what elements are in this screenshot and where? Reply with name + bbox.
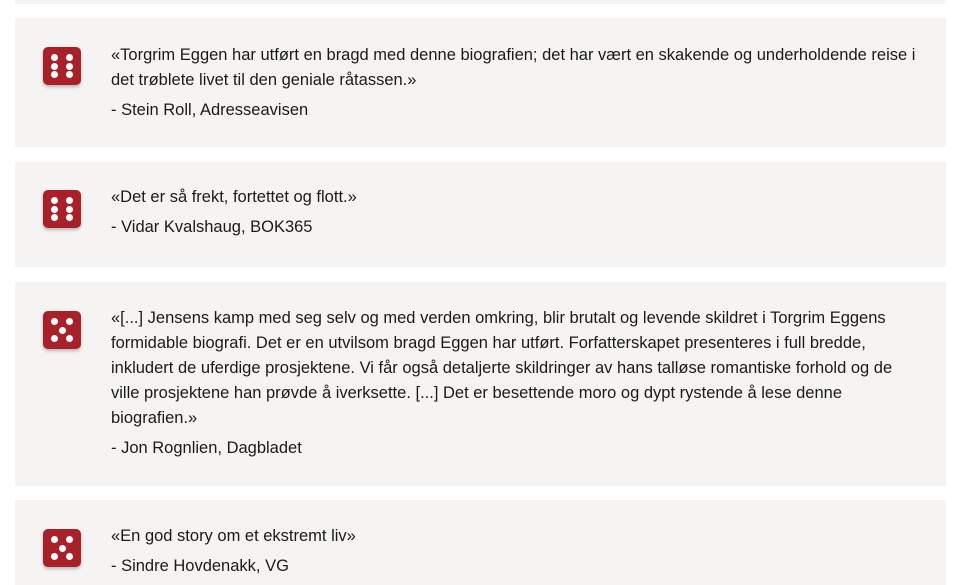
review-card <box>15 162 946 267</box>
review-source: - Stein Roll, Adresseavisen <box>111 101 309 119</box>
review-source: - Jon Rognlien, Dagbladet <box>111 439 302 457</box>
review-quote: «En god story om et ekstremt liv» <box>111 527 356 545</box>
review-card <box>15 18 946 147</box>
review-card <box>15 500 946 585</box>
review-quote: «[...] Jensens kamp med seg selv og med verden omkring, blir brutalt og levende skildret i Torgrim Eggens formidable biografi. Det er en utvilsom bragd Eggen har utført. Forfatterskapet presenteres i full bredde, inkludert de uferdige prosjektene. Vi får også detaljerte skildringer av hans talløse romantiske forhold og de ville prosjektene han prøvde å iverksette. [...] Det er besettende moro og dypt rystende å lese denne biografien.» <box>111 309 893 427</box>
review-card <box>15 282 946 486</box>
review-source: - Vidar Kvalshaug, BOK365 <box>111 218 313 236</box>
review-card-partial <box>15 0 946 4</box>
review-quote: «Det er så frekt, fortettet og flott.» <box>111 188 357 206</box>
die-five-icon <box>43 529 81 567</box>
review-source: - Sindre Hovdenakk, VG <box>111 557 289 575</box>
die-six-icon <box>43 47 81 85</box>
die-six-icon <box>43 190 81 228</box>
review-quote: «Torgrim Eggen har utført en bragd med denne biografien; det har vært en skakende og underholdende reise i det trøblete livet til den geniale råtassen.» <box>111 46 916 89</box>
die-five-icon <box>43 311 81 349</box>
